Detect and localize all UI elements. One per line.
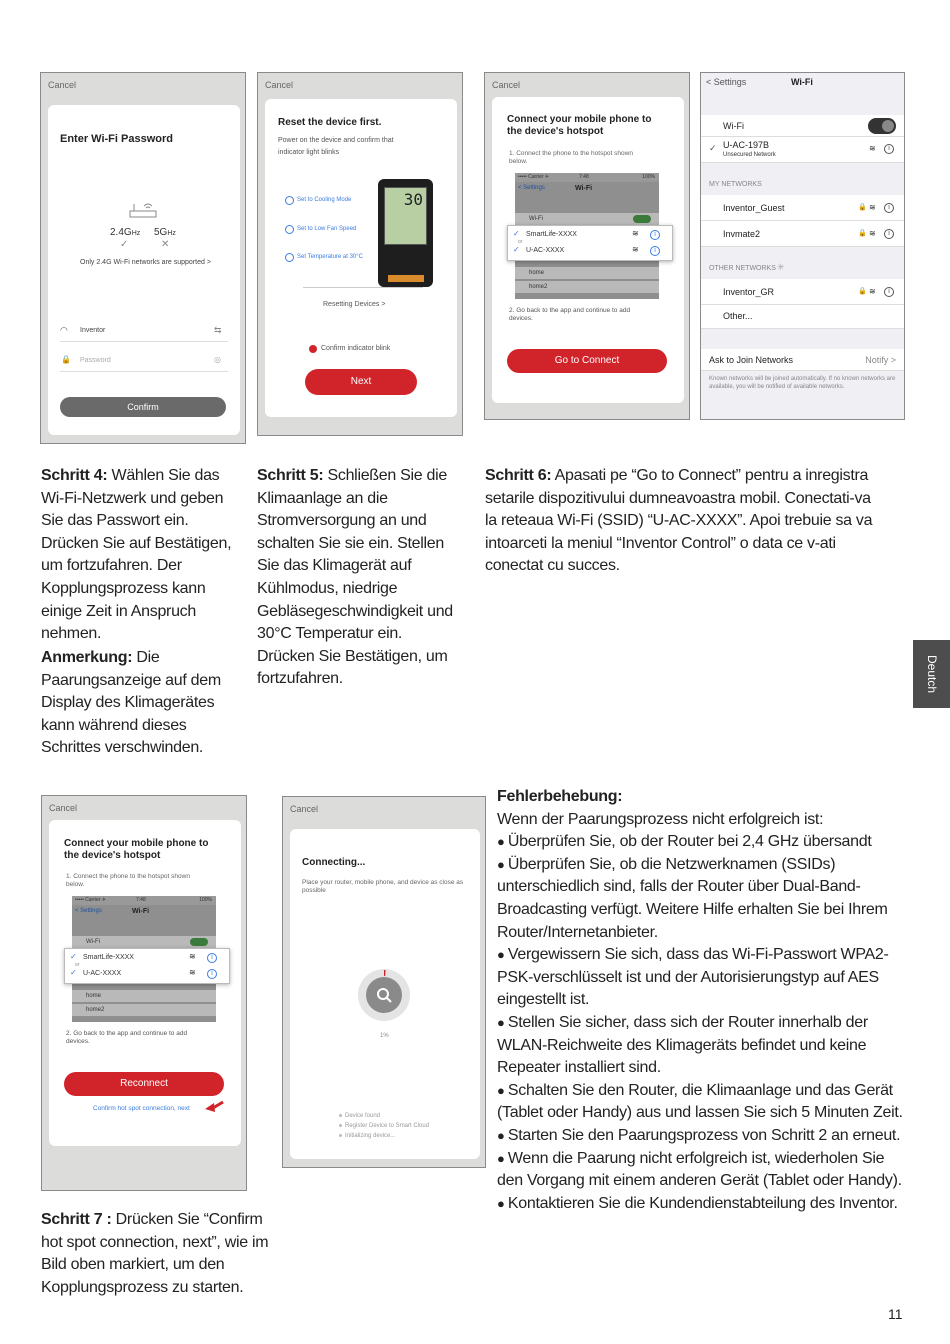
card-title: Connect your mobile phone to the device's hotspot	[507, 114, 652, 137]
cancel-link[interactable]: Cancel	[492, 80, 521, 90]
check-icon: ✓	[513, 245, 520, 254]
mini-wifi-row	[515, 213, 659, 225]
radio-fan[interactable]	[285, 225, 294, 234]
carrier-label: ••••• Carrier ✈	[518, 174, 549, 180]
page-number: 11	[888, 1306, 903, 1322]
mini-wifi-row	[72, 936, 216, 948]
step7-caption	[41, 1209, 271, 1299]
troubleshooting-item	[497, 1012, 907, 1080]
hotspot-uac[interactable]: U-AC-XXXX	[83, 970, 122, 977]
hotspot-uac[interactable]: U-AC-XXXX	[526, 247, 565, 254]
troubleshooting-item	[497, 1148, 907, 1193]
troubleshooting-item	[497, 831, 907, 854]
wifi-signal-icon: ≋	[632, 229, 639, 238]
language-tab	[913, 640, 950, 708]
wifi-signal-icon: ≋	[632, 245, 639, 254]
info-icon[interactable]: i	[884, 144, 894, 154]
step6-text: Apasati pe “Go to Connect” pentru a inregistra setarile dispozitivului dumneavoastra mobil. Conectati-va la reteaua Wi-Fi (SSID) “U-AC-XXXX”. Apoi trebuie sa va intoarceti la meniul “Inventor Control” o data ce v-ati conectat cu succes.	[485, 467, 873, 575]
radio-temp[interactable]	[285, 253, 294, 262]
language-tab-label: Deutch	[924, 654, 939, 694]
lock-icon: 🔒	[858, 230, 867, 237]
home2-label: home2	[529, 284, 548, 290]
confirm-button[interactable]: Confirm	[60, 397, 226, 417]
other-network-row[interactable]	[701, 305, 904, 329]
bullet-icon: ●	[497, 834, 508, 850]
screenshot-step6-app	[484, 72, 690, 420]
wifi-nav-title: Wi-Fi	[575, 185, 593, 192]
status-register: Register Device to Smart Cloud	[345, 1123, 430, 1129]
swap-icon[interactable]: ⇆	[214, 325, 222, 335]
mini-home-row[interactable]	[515, 267, 659, 279]
card-title: Enter Wi-Fi Password	[60, 133, 173, 145]
search-icon	[376, 987, 392, 1008]
reconnect-button[interactable]: Reconnect	[64, 1072, 224, 1096]
hotspot-card	[492, 97, 684, 403]
connecting-card	[290, 829, 480, 1159]
opt-temp: Set Temperature at 30°C	[297, 254, 363, 260]
opt-fan: Set to Low Fan Speed	[297, 226, 357, 232]
battery-label: 100%	[199, 897, 212, 903]
info-icon[interactable]: i	[650, 246, 660, 256]
hotspot-card	[49, 820, 241, 1146]
step5-text: Schließen Sie die Klimaanlage an die Stromversorgung an und schalten Sie sie ein. Stellen Sie das Klimagerät auf Kühlmodus, niedrige Gebläsegeschwindigkeit und 30°C Temperatur ein. Drücken Sie Bestätigen, um fortzufahren.	[257, 467, 453, 688]
carrier-label: ••••• Carrier ✈	[75, 897, 106, 903]
bullet-icon: ●	[497, 1014, 508, 1030]
troubleshooting-item	[497, 944, 907, 1012]
band-5-unit: Hz	[167, 230, 176, 237]
blink-check-icon[interactable]	[309, 345, 317, 353]
status-initializing: Initializing device...	[345, 1133, 396, 1139]
wifi-signal-icon: ≋	[869, 229, 876, 238]
network-name: Inventor_Guest	[723, 203, 785, 213]
check-icon: ✓	[70, 968, 77, 977]
network-row-inventor-gr[interactable]	[701, 279, 904, 305]
wifi-toggle-row	[701, 115, 904, 137]
connected-network-row[interactable]	[701, 137, 904, 163]
wifi-toggle[interactable]	[868, 118, 896, 134]
step7-label: Schritt 7 :	[41, 1211, 112, 1228]
bullet-icon: ●	[497, 1150, 508, 1166]
arrow-left-icon	[203, 1099, 225, 1118]
step4-label: Schritt 4:	[41, 467, 108, 484]
settings-back[interactable]: < Settings	[706, 77, 747, 87]
home2-label: home2	[86, 1007, 105, 1013]
cancel-link[interactable]: Cancel	[48, 80, 77, 90]
troubleshooting-intro: Wenn der Paarungsprozess nicht erfolgreich ist:	[497, 810, 824, 828]
troubleshooting-item-text: Vergewissern Sie sich, dass das Wi-Fi-Passwort WPA2-PSK-verschlüsselt ist und der Autorisierungstyp auf AES eingestellt ist.	[497, 946, 889, 1009]
wifi-signal-icon: ≋	[189, 952, 196, 961]
time-label: 7:48	[136, 897, 146, 903]
network-subtitle: Unsecured Network	[723, 152, 776, 158]
wifi-nav-title: Wi-Fi	[132, 908, 150, 915]
notify-value: Notify >	[865, 355, 896, 365]
bullet-icon: ●	[497, 947, 508, 963]
confirm-blink-label: Confirm indicator blink	[321, 345, 391, 352]
settings-back[interactable]: < Settings	[518, 185, 545, 191]
mini-home2-row[interactable]	[515, 281, 659, 293]
screenshot-step6-ios-wifi	[700, 72, 905, 420]
info-icon[interactable]: i	[650, 230, 660, 240]
step2-text: 2. Go back to the app and continue to add devices.	[66, 1030, 188, 1045]
ssid-field[interactable]: Inventor	[80, 327, 106, 334]
hotspot-smartlife[interactable]: SmartLife-XXXX	[83, 954, 134, 961]
card-description: Place your router, mobile phone, and device as close as possible	[302, 879, 464, 894]
hotspot-popup	[507, 225, 673, 261]
note-caption	[41, 647, 241, 760]
note-label: Anmerkung:	[41, 649, 133, 666]
bullet-icon: ●	[497, 1195, 508, 1211]
other-label: Other...	[723, 311, 753, 321]
reset-card	[265, 99, 457, 417]
troubleshooting-item-text: Überprüfen Sie, ob der Router bei 2,4 GHz übersandt	[507, 833, 872, 851]
info-icon[interactable]: i	[884, 203, 894, 213]
screenshot-connecting	[282, 796, 486, 1168]
network-row-invmate2[interactable]	[701, 221, 904, 247]
wifi-password-card	[48, 105, 240, 435]
step5-label: Schritt 5:	[257, 467, 324, 484]
note-text: Die Paarungsanzeige auf dem Display des Klimagerätes kann während dieses Schrittes verschwinden.	[41, 649, 221, 757]
or-label: or	[518, 239, 523, 245]
network-name: Inventor_GR	[723, 287, 775, 297]
remote-control-image	[378, 179, 433, 287]
troubleshooting-item-text: Kontaktieren Sie die Kundendienstabteilung des Inventor.	[507, 1194, 898, 1212]
battery-label: 100%	[642, 174, 655, 180]
screenshot-step5	[257, 72, 463, 436]
time-label: 7:48	[579, 174, 589, 180]
settings-back[interactable]: < Settings	[75, 908, 102, 914]
nav-title: Wi-Fi	[791, 77, 813, 87]
home-label: home	[529, 270, 545, 276]
troubleshooting-item	[497, 1193, 907, 1216]
resetting-devices-link[interactable]: Resetting Devices >	[323, 301, 386, 308]
opt-cooling: Set to Cooling Mode	[297, 197, 352, 203]
step1-text: 1. Connect the phone to the hotspot shown below.	[66, 873, 190, 888]
step4-text: Wählen Sie das Wi-Fi-Netzwerk und geben Sie das Passwort ein. Drücken Sie auf Bestätigen, um fortzufahren. Der Kopplungsprozess kann einige Zeit in Anspruch nehmen.	[41, 467, 232, 643]
password-input[interactable]: Password	[80, 357, 111, 364]
other-networks-header: OTHER NETWORKS	[709, 265, 776, 272]
home-label: home	[86, 993, 102, 999]
loading-spinner-icon: ✳	[777, 262, 785, 272]
next-button[interactable]: Next	[305, 369, 417, 395]
step6-caption	[485, 465, 885, 578]
step2-text: 2. Go back to the app and continue to add devices.	[509, 307, 631, 322]
cancel-link[interactable]: Cancel	[49, 803, 78, 813]
troubleshooting-item-text: Starten Sie den Paarungsprozess von Schritt 2 an erneut.	[507, 1126, 901, 1144]
confirm-hotspot-link[interactable]: Confirm hot spot connection, next	[93, 1105, 190, 1112]
ask-to-join-label: Ask to Join Networks	[709, 355, 794, 365]
mini-wifi-toggle[interactable]	[633, 215, 651, 223]
card-title: Connect your mobile phone to the device's hotspot	[64, 838, 209, 861]
band-5-label: 5G	[154, 227, 168, 238]
connected-network-name: U-AC-197B	[723, 140, 770, 150]
band-24-label: 2.4G	[110, 227, 132, 238]
check-icon: ✓	[709, 143, 717, 153]
troubleshooting-list	[497, 831, 907, 1215]
card-title: Connecting...	[302, 857, 366, 868]
troubleshooting-item-text: Überprüfen Sie, ob die Netzwerknamen (SSIDs) unterschiedlich sind, falls der Router über Dual-Band-Broadcasting verfügt. Weitere Hilfe erhalten Sie bei Ihrem Router/Internetanbieter.	[497, 855, 888, 941]
step1-text: 1. Connect the phone to the hotspot shown below.	[509, 150, 633, 165]
wifi-signal-icon: ≋	[189, 968, 196, 977]
cancel-link[interactable]: Cancel	[265, 80, 294, 90]
mini-wifi-toggle[interactable]	[190, 938, 208, 946]
network-row-inventor-guest[interactable]	[701, 195, 904, 221]
mini-wifi-label: Wi-Fi	[86, 939, 100, 945]
step4-caption	[41, 465, 241, 646]
cancel-link[interactable]: Cancel	[290, 804, 319, 814]
eye-icon[interactable]: ◎	[214, 355, 221, 364]
step6-label: Schritt 6:	[485, 467, 552, 484]
troubleshooting-item-text: Stellen Sie sicher, dass sich der Router innerhalb der WLAN-Reichweite des Klimageräts befindet und keine Repeater installiert sind.	[497, 1013, 868, 1077]
wifi-label: Wi-Fi	[723, 121, 744, 131]
lock-icon: 🔒	[858, 288, 867, 295]
card-title: Reset the device first.	[278, 117, 382, 128]
or-label: or	[75, 962, 80, 968]
mini-wifi-label: Wi-Fi	[529, 216, 543, 222]
supported-note[interactable]: Only 2.4G Wi-Fi networks are supported >	[80, 259, 211, 266]
network-name: Invmate2	[723, 229, 761, 239]
lock-icon: 🔒	[61, 355, 71, 364]
hotspot-smartlife[interactable]: SmartLife-XXXX	[526, 231, 577, 238]
wifi-icon: ◠	[60, 325, 68, 335]
info-icon[interactable]: i	[884, 229, 894, 239]
step7-text: Drücken Sie “Confirm hot spot connection, next”, wie im Bild oben markiert, um den Kopplungsprozess zu starten.	[41, 1211, 269, 1296]
mini-home-row[interactable]	[72, 990, 216, 1002]
troubleshooting-section	[497, 786, 907, 1215]
wifi-signal-icon: ≋	[869, 287, 876, 296]
router-icon	[128, 201, 158, 219]
screenshot-step7	[41, 795, 247, 1191]
check-icon: ✓	[513, 229, 520, 238]
wifi-signal-icon: ≋	[869, 144, 876, 153]
ask-to-join-row[interactable]	[701, 349, 904, 371]
step5-caption	[257, 465, 462, 691]
bullet-icon: ●	[497, 856, 508, 872]
troubleshooting-item	[497, 854, 907, 944]
mini-home2-row[interactable]	[72, 1004, 216, 1016]
troubleshooting-item	[497, 1080, 907, 1125]
troubleshooting-item	[497, 1125, 907, 1148]
info-icon[interactable]: i	[884, 287, 894, 297]
lock-icon: 🔒	[858, 204, 867, 211]
wifi-signal-icon: ≋	[869, 203, 876, 212]
radio-cooling[interactable]	[285, 196, 294, 205]
screenshot-step4	[40, 72, 246, 444]
bullet-icon: ●	[497, 1082, 508, 1098]
troubleshooting-title: Fehlerbehebung:	[497, 788, 623, 805]
bullet-icon: ●	[497, 1127, 508, 1143]
info-icon[interactable]: i	[207, 953, 217, 963]
info-icon[interactable]: i	[207, 969, 217, 979]
check-icon: ✓	[120, 239, 129, 250]
hotspot-popup	[64, 948, 230, 984]
troubleshooting-item-text: Wenn die Paarung nicht erfolgreich ist, wiederholen Sie den Vorgang mit einem anderen Gerät (Tablet oder Handy).	[497, 1149, 902, 1190]
my-networks-header: MY NETWORKS	[709, 181, 762, 188]
status-device-found: Device found	[345, 1113, 381, 1119]
go-to-connect-button[interactable]: Go to Connect	[507, 349, 667, 373]
card-description: Power on the device and confirm that indicator light blinks	[278, 137, 394, 156]
check-icon: ✓	[70, 952, 77, 961]
cross-icon: ✕	[161, 239, 170, 250]
band-24-unit: Hz	[131, 230, 141, 237]
progress-percent: 1%	[380, 1033, 389, 1039]
troubleshooting-item-text: Schalten Sie den Router, die Klimaanlage und das Gerät (Tablet oder Handy) aus und lassen Sie sich 5 Minuten Zeit.	[497, 1081, 903, 1122]
ask-to-join-note: Known networks will be joined automatically. If no known networks are available, you will be notified of available networks.	[709, 376, 896, 390]
remote-display: 30	[403, 190, 423, 209]
